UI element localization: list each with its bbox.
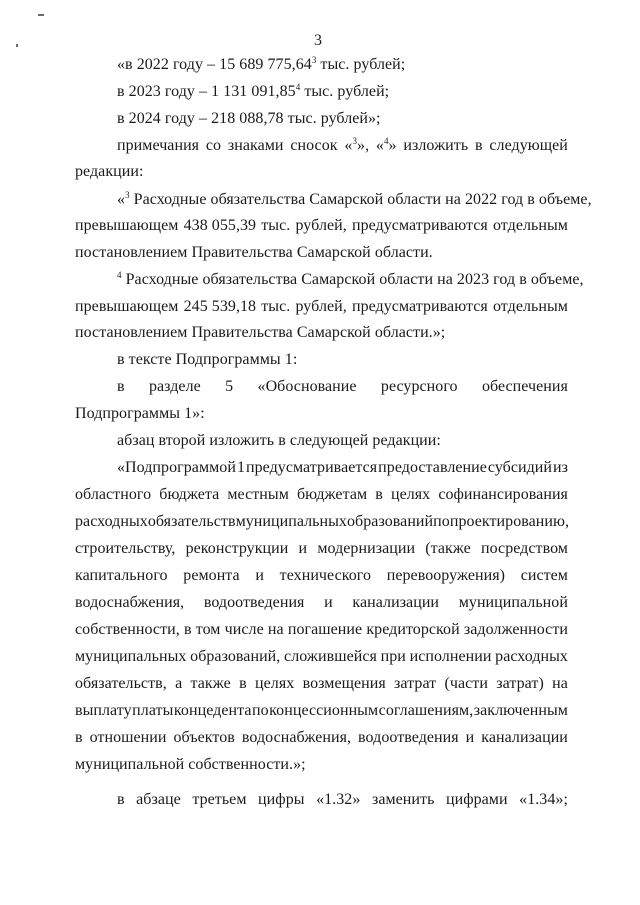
- text-line: абзац второй изложить в следующей редакции:: [117, 432, 441, 449]
- text-line: постановлением Правительства Самарской области.»;: [75, 324, 446, 341]
- scan-speck: [38, 14, 44, 16]
- text-line: редакции:: [75, 163, 144, 180]
- text-line: расходных обязательств муниципальных образований по проектированию,: [75, 513, 570, 530]
- text-line: муниципальных образований, сложившейся при исполнении расходных: [75, 648, 568, 665]
- text-line: областного бюджета местным бюджетам в целях софинансирования: [75, 486, 568, 503]
- text-line: в отношении объектов водоснабжения, водоотведения и канализации: [75, 729, 568, 746]
- text-line: превышающем 245 539,18 тыс. рублей, предусматриваются отдельным: [75, 298, 568, 315]
- page-number: 3: [314, 32, 322, 49]
- text-line: обязательств, а также в целях возмещения затрат (части затрат) на: [75, 675, 568, 692]
- text-line: примечания со знаками сносок «$^3$», «$^4$» изложить в следующей: [117, 136, 568, 154]
- text-line: выплату платы концедента по концессионным соглашениям, заключенным: [75, 702, 568, 719]
- text-line: «$^3$ Расходные обязательства Самарской области на 2022 год в объеме,: [117, 190, 592, 208]
- text-line: капитального ремонта и технического перевооружения) систем: [75, 567, 568, 584]
- text-line: муниципальной собственности.»;: [75, 756, 306, 773]
- text-line: «Подпрограммой 1 предусматривается предоставление субсидий из: [117, 459, 568, 476]
- text-line: Подпрограммы 1»:: [75, 405, 205, 422]
- text-line: $^4$ Расходные обязательства Самарской области на 2023 год в объеме,: [117, 270, 584, 288]
- text-line: в тексте Подпрограммы 1:: [117, 351, 298, 368]
- text-line: «в 2022 году – 15 689 775,64$^3$ тыс. рублей;: [117, 55, 406, 73]
- text-line: в абзаце третьем цифры «1.32» заменить цифрами «1.34»;: [117, 791, 568, 808]
- text-line: превышающем 438 055,39 тыс. рублей, предусматриваются отдельным: [75, 217, 568, 234]
- text-line: постановлением Правительства Самарской области.: [75, 244, 433, 261]
- text-line: водоснабжения, водоотведения и канализации муниципальной: [75, 594, 568, 611]
- scan-speck: [16, 44, 18, 47]
- text-line: в 2024 году – 218 088,78 тыс. рублей»;: [117, 110, 381, 127]
- text-line: собственности, в том числе на погашение кредиторской задолженности: [75, 621, 568, 638]
- text-line: строительству, реконструкции и модернизации (также посредством: [75, 540, 568, 557]
- text-line: в 2023 году – 1 131 091,85$^4$ тыс. рублей;: [117, 82, 390, 100]
- text-line: в разделе 5 «Обоснование ресурсного обеспечения: [117, 378, 568, 395]
